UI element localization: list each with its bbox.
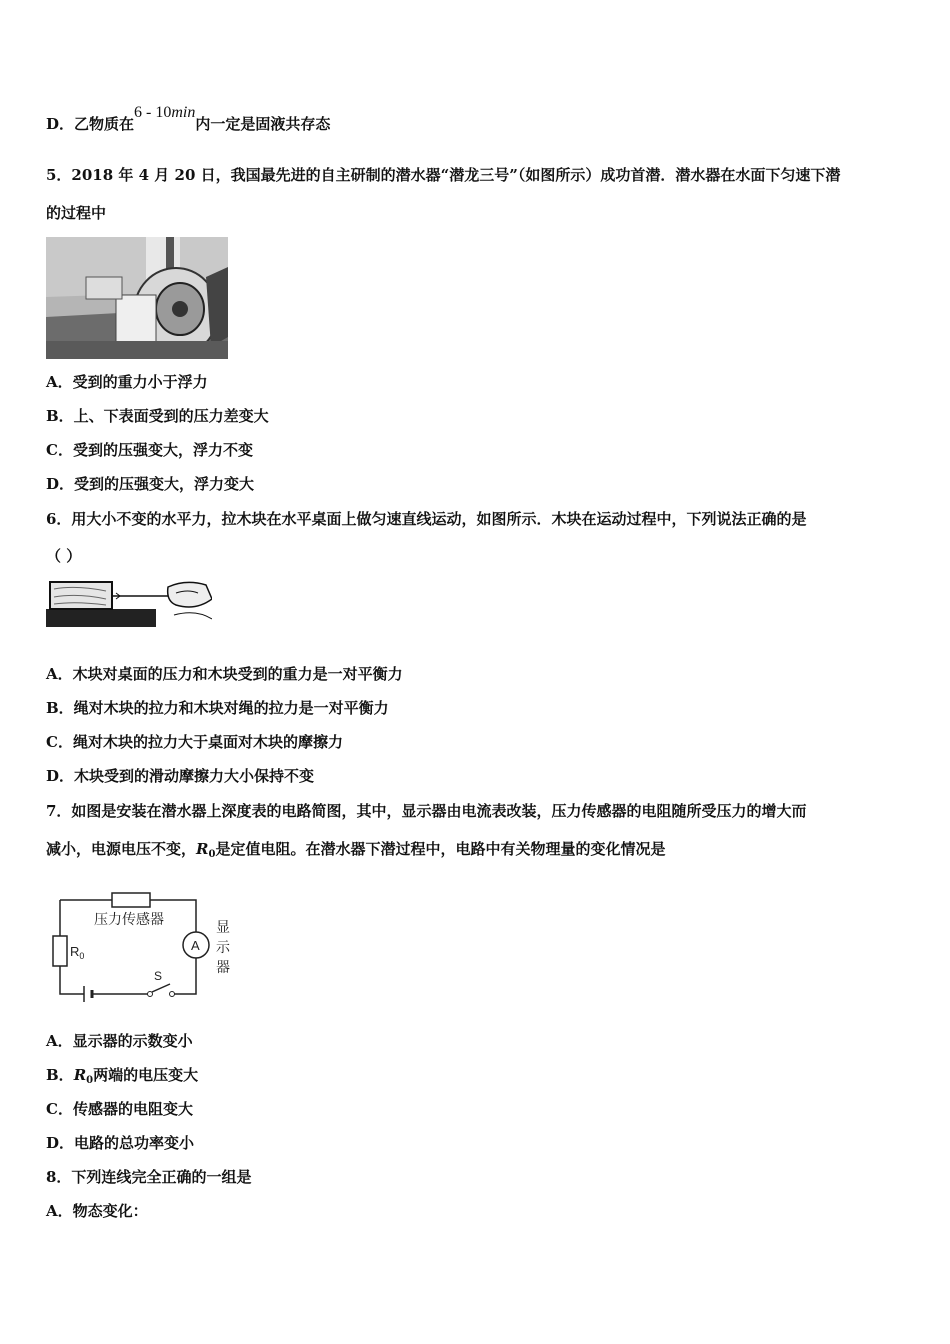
pressure-sensor-resistor: [112, 893, 150, 907]
q4-option-d: [46, 104, 331, 135]
option-text: 乙物质在: [74, 115, 135, 133]
q7-option-d: D．电路的总功率变小: [46, 1134, 195, 1152]
svg-text:器: 器: [216, 959, 230, 975]
q8-option-a: A．物态变化：: [46, 1202, 148, 1220]
q5-stem-line2: 的过程中: [46, 204, 107, 222]
r0-label: $R_0$: [70, 944, 85, 961]
svg-text:A: A: [191, 938, 200, 953]
q7-option-c: C．传感器的电阻变大: [46, 1100, 193, 1118]
q6-stem-line1: 6．用大小不变的水平力，拉木块在水平桌面上做匀速直线运动，如图所示．木块在运动过程中，下列说法正确的是: [46, 510, 807, 528]
q7-option-a: A．显示器的示数变小: [46, 1032, 193, 1050]
q7-stem-line2: 减小，电源电压不变，$R_0$是定值电阻。在潜水器下潜过程中，电路中有关物理量的变化情况是: [46, 840, 666, 860]
switch-icon: [148, 992, 153, 997]
q6-stem-line2: （ ）: [46, 547, 82, 565]
q7-option-b: B．$R_0$两端的电压变大: [46, 1066, 199, 1086]
svg-text:S: S: [154, 969, 163, 983]
q5-option-d: D．受到的压强变大，浮力变大: [46, 475, 255, 493]
option-text: 内一定是固液共存态: [195, 115, 331, 133]
option-letter: D．: [46, 115, 75, 133]
time-range-formula: 6 - 10min: [134, 104, 196, 121]
wooden-block-diagram: [46, 579, 212, 627]
fixed-resistor-r0: [53, 936, 67, 966]
q5-option-b: B．上、下表面受到的压力差变大: [46, 407, 269, 425]
q5-option-a: A．受到的重力小于浮力: [46, 373, 208, 391]
q5-option-c: C．受到的压强变大，浮力不变: [46, 441, 253, 459]
depth-gauge-circuit: [46, 880, 242, 1004]
q7-stem-line1: 7．如图是安装在潜水器上深度表的电路简图，其中，显示器由电流表改装，压力传感器的电阻随所受压力的增大而: [46, 802, 807, 820]
submersible-photo: [46, 237, 228, 359]
q6-option-d: D．木块受到的滑动摩擦力大小保持不变: [46, 767, 315, 785]
q6-option-a: A．木块对桌面的压力和木块受到的重力是一对平衡力: [46, 665, 403, 683]
q6-option-c: C．绳对木块的拉力大于桌面对木块的摩擦力: [46, 733, 343, 751]
sensor-label: 压力传感器: [94, 911, 164, 927]
q6-option-b: B．绳对木块的拉力和木块对绳的拉力是一对平衡力: [46, 699, 389, 717]
svg-text:示: 示: [216, 939, 230, 955]
q8-stem: 8．下列连线完全正确的一组是: [46, 1168, 252, 1186]
svg-text:显: 显: [216, 919, 230, 935]
q5-stem-line1: 5．2018 年 4 月 20 日，我国最先进的自主研制的潜水器“潜龙三号”（如图所示）成功首潜．潜水器在水面下匀速下潜: [46, 166, 841, 184]
